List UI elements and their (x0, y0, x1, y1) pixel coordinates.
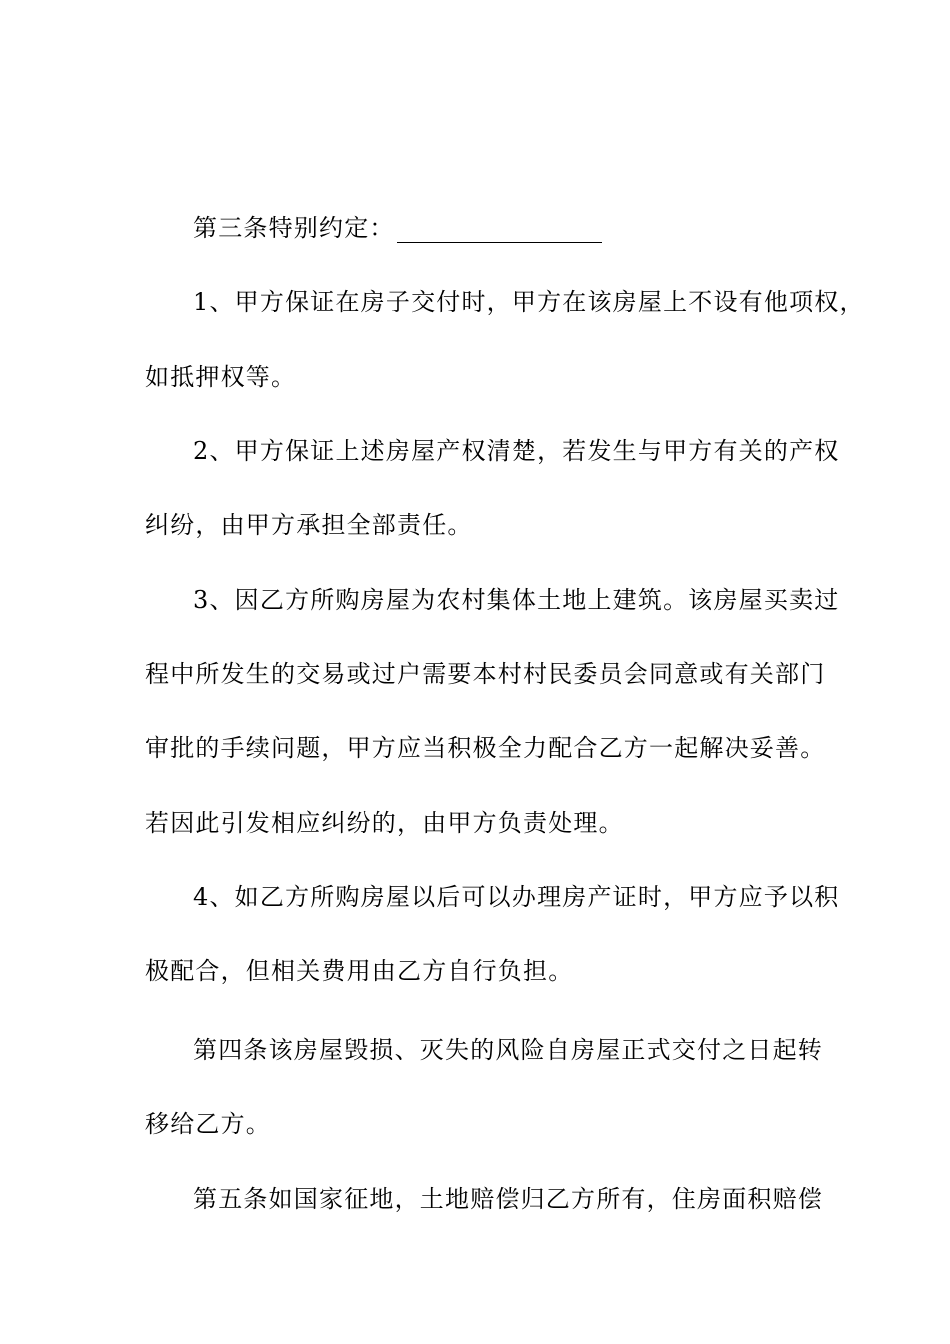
paragraph-line: 3、因乙方所购房屋为农村集体土地上建筑。该房屋买卖过 (193, 586, 840, 614)
paragraph-line: 若因此引发相应纠纷的，由甲方负责处理。 (145, 809, 624, 837)
paragraph-line: 程中所发生的交易或过户需要本村村民委员会同意或有关部门 (145, 660, 826, 688)
paragraph-line: 极配合，但相关费用由乙方自行负担。 (145, 957, 574, 985)
paragraph-line: 第四条该房屋毁损、灭失的风险自房屋正式交付之日起转 (193, 1036, 823, 1064)
paragraph-line: 纠纷，由甲方承担全部责任。 (145, 511, 473, 539)
paragraph-line: 1、甲方保证在房子交付时，甲方在该房屋上不设有他项权， (193, 288, 865, 316)
paragraph-line: 2、甲方保证上述房屋产权清楚，若发生与甲方有关的产权 (193, 437, 840, 465)
paragraph-line: 第五条如国家征地，土地赔偿归乙方所有，住房面积赔偿 (193, 1185, 823, 1213)
article-3-heading-line (193, 213, 873, 243)
paragraph-line: 4、如乙方所购房屋以后可以办理房产证时，甲方应予以积 (193, 883, 840, 911)
paragraph-line: 审批的手续问题，甲方应当积极全力配合乙方一起解决妥善。 (145, 734, 826, 762)
paragraph-line: 移给乙方。 (145, 1110, 271, 1138)
paragraph-line: 如抵押权等。 (145, 363, 297, 391)
fill-in-blank-line (397, 220, 602, 243)
article-3-heading: 第三条特别约定： (193, 214, 395, 242)
